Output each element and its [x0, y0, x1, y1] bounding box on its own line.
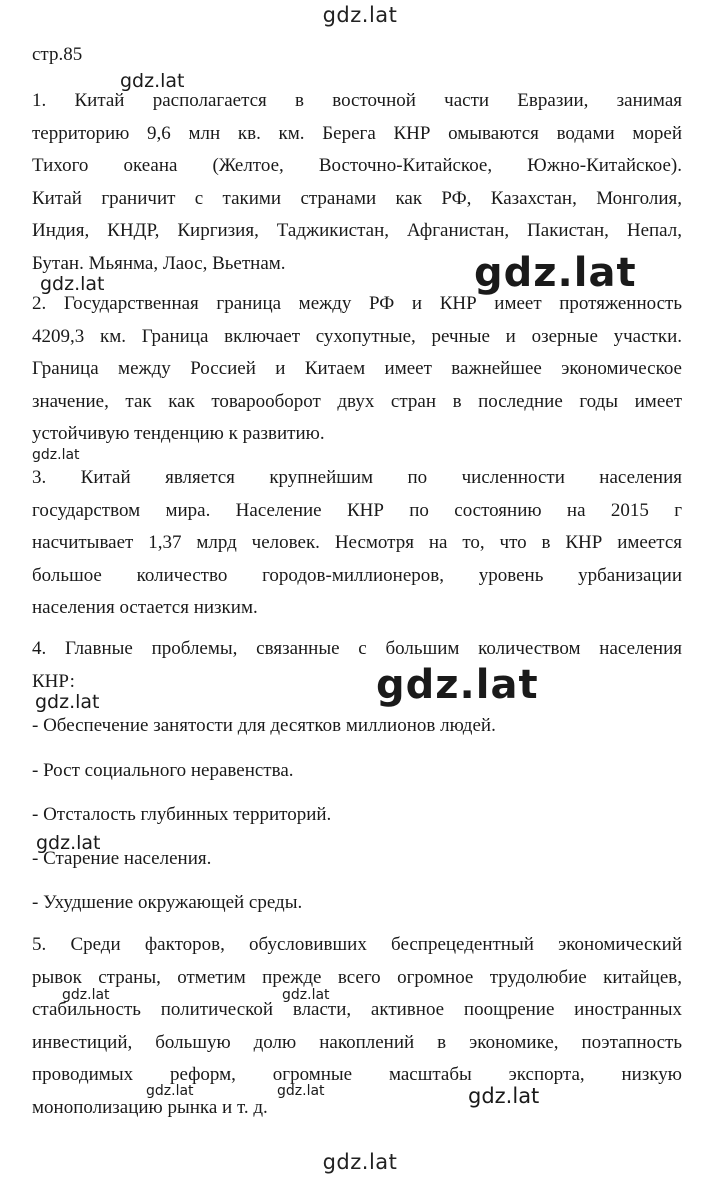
watermark: gdz.lat [35, 691, 100, 713]
paragraph-line: КНР: [32, 670, 75, 692]
page-reference: стр.85 [32, 44, 83, 65]
watermark: gdz.lat [120, 70, 185, 92]
footer-watermark: gdz.lat [322, 1150, 398, 1174]
header-watermark: gdz.lat [322, 3, 398, 27]
paragraph-line: 2. Государственная граница между РФ и КНР имеет протяженность [32, 293, 682, 314]
paragraph-line: Бутан. Мьянма, Лаос, Вьетнам. [32, 252, 286, 274]
paragraph-line: Граница между Россией и Китаем имеет важнейшее экономическое [32, 358, 682, 380]
watermark: gdz.lat [36, 832, 101, 854]
paragraph-line: проводимых реформ, огромные масштабы экспорта, низкую [32, 1064, 682, 1086]
paragraph-line: инвестиций, большую долю накоплений в экономике, поэтапность [32, 1031, 682, 1053]
watermark: gdz.lat [376, 662, 539, 708]
watermark: gdz.lat [282, 987, 330, 1003]
list-item: - Отсталость глубинных территорий. [32, 804, 332, 825]
list-item: - Обеспечение занятости для десятков миллионов людей. [32, 715, 496, 736]
paragraph-line: территорию 9,6 млн кв. км. Берега КНР омываются водами морей [32, 122, 682, 144]
watermark: gdz.lat [468, 1084, 540, 1108]
paragraph-line: 5. Среди факторов, обусловивших беспрецедентный экономический [32, 934, 682, 955]
list-item: - Рост социального неравенства. [32, 760, 294, 781]
paragraph-line: рывок страны, отметим прежде всего огромное трудолюбие китайцев, [32, 966, 682, 988]
watermark: gdz.lat [474, 250, 637, 296]
paragraph-line: государством мира. Население КНР по состоянию на 2015 г [32, 499, 682, 521]
paragraph-line: 3. Китай является крупнейшим по численности населения [32, 467, 682, 488]
paragraph-line: 4. Главные проблемы, связанные с большим количеством населения [32, 638, 682, 659]
paragraph-4 [32, 633, 682, 698]
paragraph-line: устойчивую тенденцию к развитию. [32, 423, 325, 445]
watermark: gdz.lat [62, 987, 110, 1003]
watermark: gdz.lat [146, 1083, 194, 1099]
paragraph-line: населения остается низким. [32, 597, 258, 619]
paragraph-line: стабильность политической власти, активное поощрение иностранных [32, 999, 682, 1021]
watermark: gdz.lat [40, 273, 105, 295]
paragraph-line: Китай граничит с такими странами как РФ, Казахстан, Монголия, [32, 187, 682, 209]
paragraph-5 [32, 929, 682, 1125]
paragraph-3 [32, 462, 682, 625]
paragraph-line: насчитывает 1,37 млрд человек. Несмотря на то, что в КНР имеется [32, 532, 682, 554]
paragraph-2 [32, 288, 682, 451]
paragraph-line: Тихого океана (Желтое, Восточно-Китайское, Южно-Китайское). [32, 155, 682, 177]
watermark: gdz.lat [277, 1083, 325, 1099]
watermark: gdz.lat [32, 447, 80, 463]
paragraph-line: 4209,3 км. Граница включает сухопутные, речные и озерные участки. [32, 325, 682, 347]
paragraph-line: значение, так как товарооборот двух стран в последние годы имеет [32, 390, 682, 412]
paragraph-line: Индия, КНДР, Киргизия, Таджикистан, Афганистан, Пакистан, Непал, [32, 220, 682, 242]
paragraph-line: 1. Китай располагается в восточной части Евразии, занимая [32, 90, 682, 111]
paragraph-line: монополизацию рынка и т. д. [32, 1096, 268, 1118]
list-item: - Ухудшение окружающей среды. [32, 892, 303, 913]
list-item: - Старение населения. [32, 848, 212, 869]
paragraph-line: большое количество городов-миллионеров, уровень урбанизации [32, 564, 682, 586]
